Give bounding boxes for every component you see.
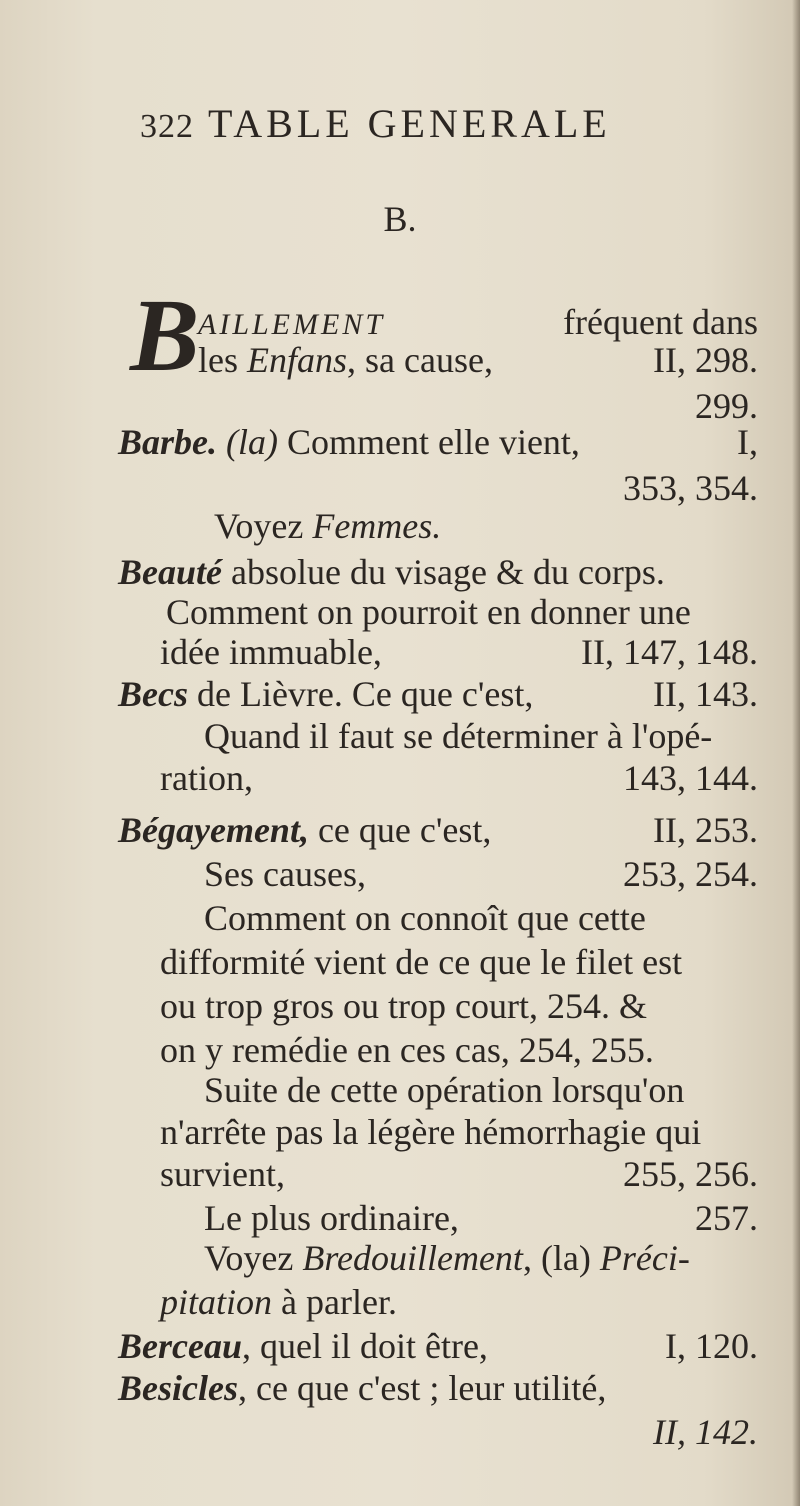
page-reference: II, 298.	[653, 340, 758, 380]
page-reference: 257.	[695, 1198, 758, 1238]
entry-text: absolue du visage & du corps.	[231, 552, 665, 592]
page-reference: II, 143.	[653, 674, 758, 714]
cross-reference: Bredouillement	[302, 1238, 523, 1278]
page-reference: II, 142.	[653, 1412, 758, 1452]
entry-text: , ce que c'est ; leur utilité,	[237, 1368, 607, 1408]
entry-begayement-line10	[204, 1196, 758, 1240]
entry-baillement-line2	[198, 338, 758, 382]
entry-berceau-line1	[118, 1324, 758, 1368]
drop-cap: B	[130, 278, 200, 393]
page-reference: 353, 354.	[623, 468, 758, 508]
entry-begayement-line4: difformité vient de ce que le filet est	[160, 942, 683, 982]
entry-text: survient,	[160, 1154, 285, 1194]
entry-italic: (la)	[226, 422, 278, 462]
entry-barbe-line3	[214, 504, 754, 548]
entry-beaute-line2: Comment on pourroit en donner une	[166, 592, 691, 632]
entry-text: ce que c'est,	[317, 810, 492, 850]
entry-text: de Lièvre. Ce que c'est,	[196, 674, 534, 714]
entry-begayement-line11	[204, 1236, 690, 1280]
running-header	[140, 100, 760, 160]
page-reference: 299.	[695, 386, 758, 426]
entry-begayement-line5: ou trop gros ou trop court, 254. &	[160, 986, 647, 1026]
entry-text: , quel il doit être,	[241, 1326, 488, 1366]
entry-becs-line2: Quand il faut se déterminer à l'opé-	[204, 716, 713, 756]
entry-beaute-line3	[160, 630, 758, 674]
entry-text: les	[198, 340, 238, 380]
entry-begayement-line9	[160, 1152, 758, 1196]
entry-begayement-line1	[118, 808, 758, 852]
cross-reference: Préci-	[599, 1238, 690, 1278]
cross-reference: Femmes.	[312, 506, 442, 546]
headword-beaute: Beauté	[118, 552, 222, 592]
page-reference: 255, 256.	[623, 1154, 758, 1194]
header-title: TABLE GENERALE	[208, 101, 611, 146]
entry-text: à parler.	[281, 1282, 397, 1322]
entry-becs-line3	[160, 756, 758, 800]
page-number: 322	[140, 108, 194, 145]
page-reference: I, 120.	[665, 1326, 758, 1366]
page-reference: I,	[737, 422, 758, 462]
entry-begayement-line12	[160, 1280, 397, 1324]
headword-begayement: Bégayement,	[118, 810, 309, 850]
entry-barbe-line1	[118, 420, 758, 464]
page-reference: 253, 254.	[623, 854, 758, 894]
entry-begayement-line2	[204, 852, 758, 896]
headword-becs: Becs	[118, 674, 188, 714]
entry-begayement-line7: Suite de cette opération lorsqu'on	[204, 1070, 685, 1110]
entry-besicles-line1	[118, 1366, 758, 1410]
entry-text: ration,	[160, 758, 253, 798]
page-reference: II, 147, 148.	[581, 632, 758, 672]
section-letter: B.	[383, 199, 417, 239]
entry-text: Voyez	[214, 506, 304, 546]
entry-besicles-line2	[118, 1410, 758, 1454]
cross-reference: pitation	[160, 1282, 273, 1322]
entry-text: Ses causes,	[204, 854, 366, 894]
entry-begayement-line6: on y remédie en ces cas, 254, 255.	[160, 1030, 654, 1070]
entry-text: Comment elle vient,	[286, 422, 580, 462]
headword-baillement: AILLEMENT	[198, 308, 386, 341]
headword-berceau: Berceau	[118, 1326, 242, 1366]
headword-besicles: Besicles	[118, 1368, 238, 1408]
entry-italic: Enfans	[247, 340, 348, 380]
entry-text: fréquent dans	[563, 302, 758, 342]
page-reference: 143, 144.	[623, 758, 758, 798]
entry-text: idée immuable,	[160, 632, 382, 672]
entry-beaute-line1	[118, 550, 665, 594]
entry-becs-line1	[118, 672, 758, 716]
entry-text: , sa cause,	[347, 340, 493, 380]
entry-begayement-line3: Comment on connoît que cette	[204, 898, 646, 938]
entry-text: Le plus ordinaire,	[204, 1198, 459, 1238]
entry-text: , (la)	[522, 1238, 591, 1278]
entry-begayement-line8: n'arrête pas la légère hémorrhagie qui	[160, 1112, 702, 1152]
page-reference: II, 253.	[653, 810, 758, 850]
headword-barbe: Barbe.	[118, 422, 217, 462]
entry-text: Voyez	[204, 1238, 294, 1278]
